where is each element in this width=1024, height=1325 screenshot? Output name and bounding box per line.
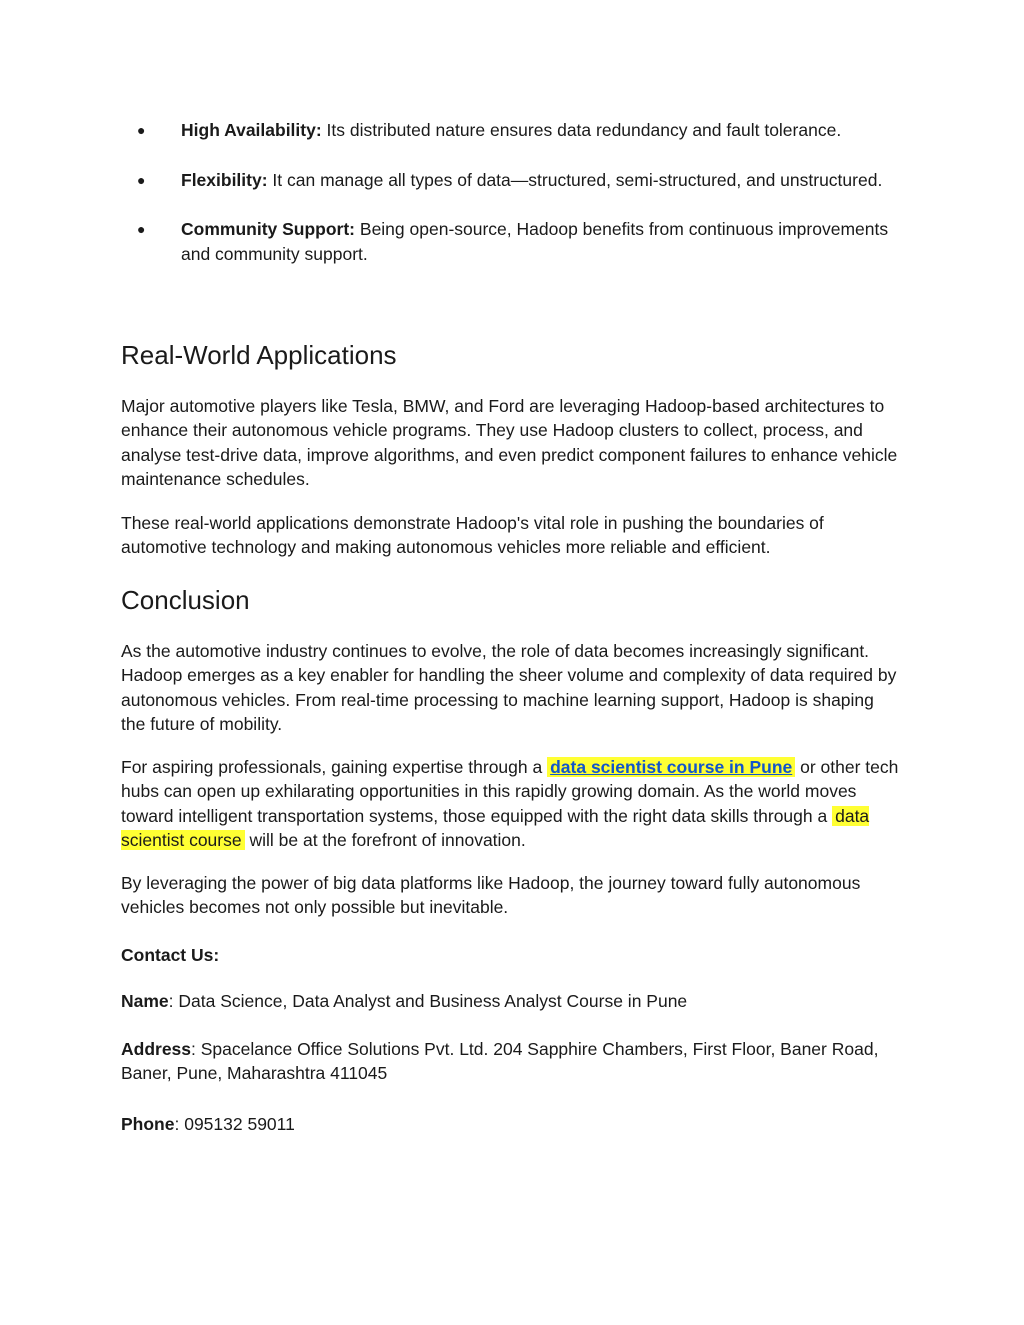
contact-name-label: Name: [121, 991, 169, 1011]
contact-phone-label: Phone: [121, 1114, 175, 1134]
bullet-icon: ●: [137, 171, 146, 188]
section-heading-conclusion: Conclusion: [121, 585, 250, 615]
contact-name: [121, 989, 901, 1013]
list-item: [121, 168, 901, 193]
contact-phone: [121, 1112, 901, 1136]
contact-heading: [121, 943, 901, 967]
list-item: [121, 217, 901, 266]
highlighted-text: data scientist course: [121, 805, 870, 850]
bullet-text: Being open-source, Hadoop benefits from continuous improvements and community support.: [181, 219, 889, 264]
bullet-term: Community Support:: [181, 219, 356, 239]
conclusion-paragraph-1: As the automotive industry continues to evolve, the role of data becomes increasingly significant. Hadoop emerges as a key enabler for handling the sheer volume and complexity of data required by autonomous vehicles. From real-time processing to machine learning support, Hadoop is shaping the future of mobility.: [121, 641, 897, 734]
text-span: For aspiring professionals, gaining expertise through a: [121, 757, 543, 777]
contact-heading-text: Contact Us:: [121, 945, 220, 965]
conclusion-paragraph-3: By leveraging the power of big data platforms like Hadoop, the journey toward fully autonomous vehicles becomes not only possible but inevitable.: [121, 873, 861, 918]
text-span: will be at the forefront of innovation.: [249, 829, 526, 850]
feature-list: [121, 118, 901, 291]
bullet-icon: ●: [137, 221, 146, 237]
bullet-term: High Availability:: [181, 120, 322, 140]
applications-paragraph-1: Major automotive players like Tesla, BMW, and Ford are leveraging Hadoop-based architectures to enhance their autonomous vehicle programs. They use Hadoop clusters to collect, process, and analyse test-drive data, improve algorithms, and even predict component failures to enhance vehicle maintenance schedules.: [121, 396, 898, 489]
bullet-text: It can manage all types of data—structured, semi-structured, and unstructured.: [272, 169, 883, 190]
bullet-term: Flexibility:: [181, 169, 268, 190]
section-heading-applications: Real-World Applications: [121, 340, 397, 370]
contact-phone-value: : 095132 59011: [174, 1114, 295, 1134]
course-link-highlight[interactable]: [547, 757, 795, 777]
conclusion-paragraph-2: [121, 755, 901, 852]
contact-address: [121, 1037, 901, 1086]
list-item: [121, 118, 901, 143]
text-span: or other tech hubs can open up exhilarating opportunities in this rapidly growing domain. As the world moves toward intelligent transportation systems, those equipped with the right data skills through a: [121, 757, 899, 826]
bullet-text: Its distributed nature ensures data redundancy and fault tolerance.: [326, 120, 842, 140]
applications-paragraph-2: These real-world applications demonstrate Hadoop's vital role in pushing the boundaries of automotive technology and making autonomous vehicles more reliable and efficient.: [121, 513, 824, 558]
bullet-icon: ●: [137, 122, 146, 138]
contact-address-label: Address: [121, 1039, 192, 1059]
contact-name-value: : Data Science, Data Analyst and Business Analyst Course in Pune: [168, 991, 688, 1011]
contact-address-value: : Spacelance Office Solutions Pvt. Ltd. 204 Sapphire Chambers, First Floor, Baner Road, Baner, Pune, Maharashtra 411045: [121, 1039, 879, 1084]
course-link[interactable]: data scientist course in Pune: [550, 757, 793, 777]
